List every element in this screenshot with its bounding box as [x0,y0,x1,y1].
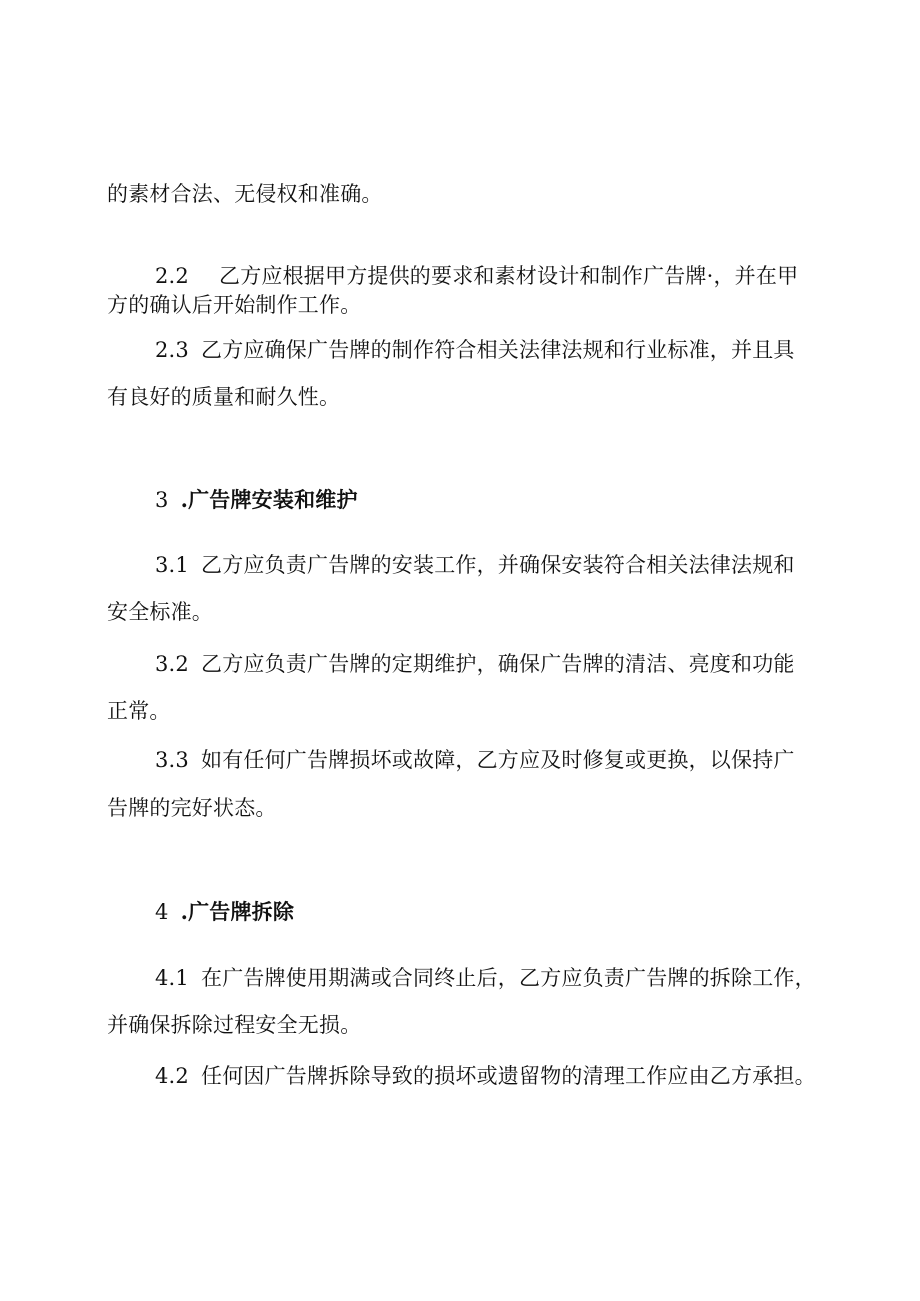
paragraph-continuation [107,180,383,208]
clause-number: 2.3 [155,338,189,362]
clause-text: 并确保拆除过程安全无损。 [107,1013,362,1037]
section-heading-3 [155,486,358,514]
clause-number: 2.2 [155,264,189,288]
clause-text: 在广告牌使用期满或合同终止后，乙方应负责广告牌的拆除工作， [201,966,816,990]
clause-number: 4.1 [155,966,189,990]
clause-number: 3.1 [155,553,189,577]
clause-2-3-line2 [107,383,340,411]
section-number: 4 [155,900,169,924]
clause-2-2-line2 [107,291,361,319]
clause-number: 3.2 [155,652,189,676]
section-title: .广告牌拆除 [180,899,295,924]
clause-text: 乙方应负责广告牌的安装工作，并确保安装符合相关法律法规和 [201,553,795,577]
clause-3-2-line1 [155,650,795,678]
clause-4-1-line1 [155,964,816,992]
clause-text: 乙方应确保广告牌的制作符合相关法律法规和行业标准，并且具 [201,338,795,362]
clause-text: 正常。 [107,699,171,723]
clause-text: 乙方应负责广告牌的定期维护，确保广告牌的清洁、亮度和功能 [201,652,795,676]
section-heading-4 [155,898,294,926]
clause-text: 如有任何广告牌损坏或故障，乙方应及时修复或更换，以保持广 [201,748,795,772]
clause-2-3-line1 [155,336,795,364]
clause-4-2-line1 [155,1062,816,1090]
paragraph-text: 的素材合法、无侵权和准确。 [107,182,383,206]
section-title: .广告牌安装和维护 [180,487,358,512]
clause-4-1-line2 [107,1011,361,1039]
clause-2-2-line1 [155,262,798,290]
clause-text: 方的确认后开始制作工作。 [107,293,362,317]
clause-3-2-line2 [107,697,171,725]
clause-3-3-line1 [155,746,795,774]
clause-text: 告牌的完好状态。 [107,796,277,820]
section-number: 3 [155,488,169,512]
clause-text: 有良好的质量和耐久性。 [107,385,341,409]
clause-text: 任何因广告牌拆除导致的损坏或遗留物的清理工作应由乙方承担。 [201,1064,816,1088]
clause-text: 乙方应根据甲方提供的要求和素材设计和制作广告牌·，并在甲 [219,264,799,288]
clause-3-1-line1 [155,551,795,579]
clause-3-1-line2 [107,598,213,626]
clause-number: 3.3 [155,748,189,772]
clause-text: 安全标准。 [107,600,213,624]
clause-number: 4.2 [155,1064,189,1088]
clause-3-3-line2 [107,794,277,822]
